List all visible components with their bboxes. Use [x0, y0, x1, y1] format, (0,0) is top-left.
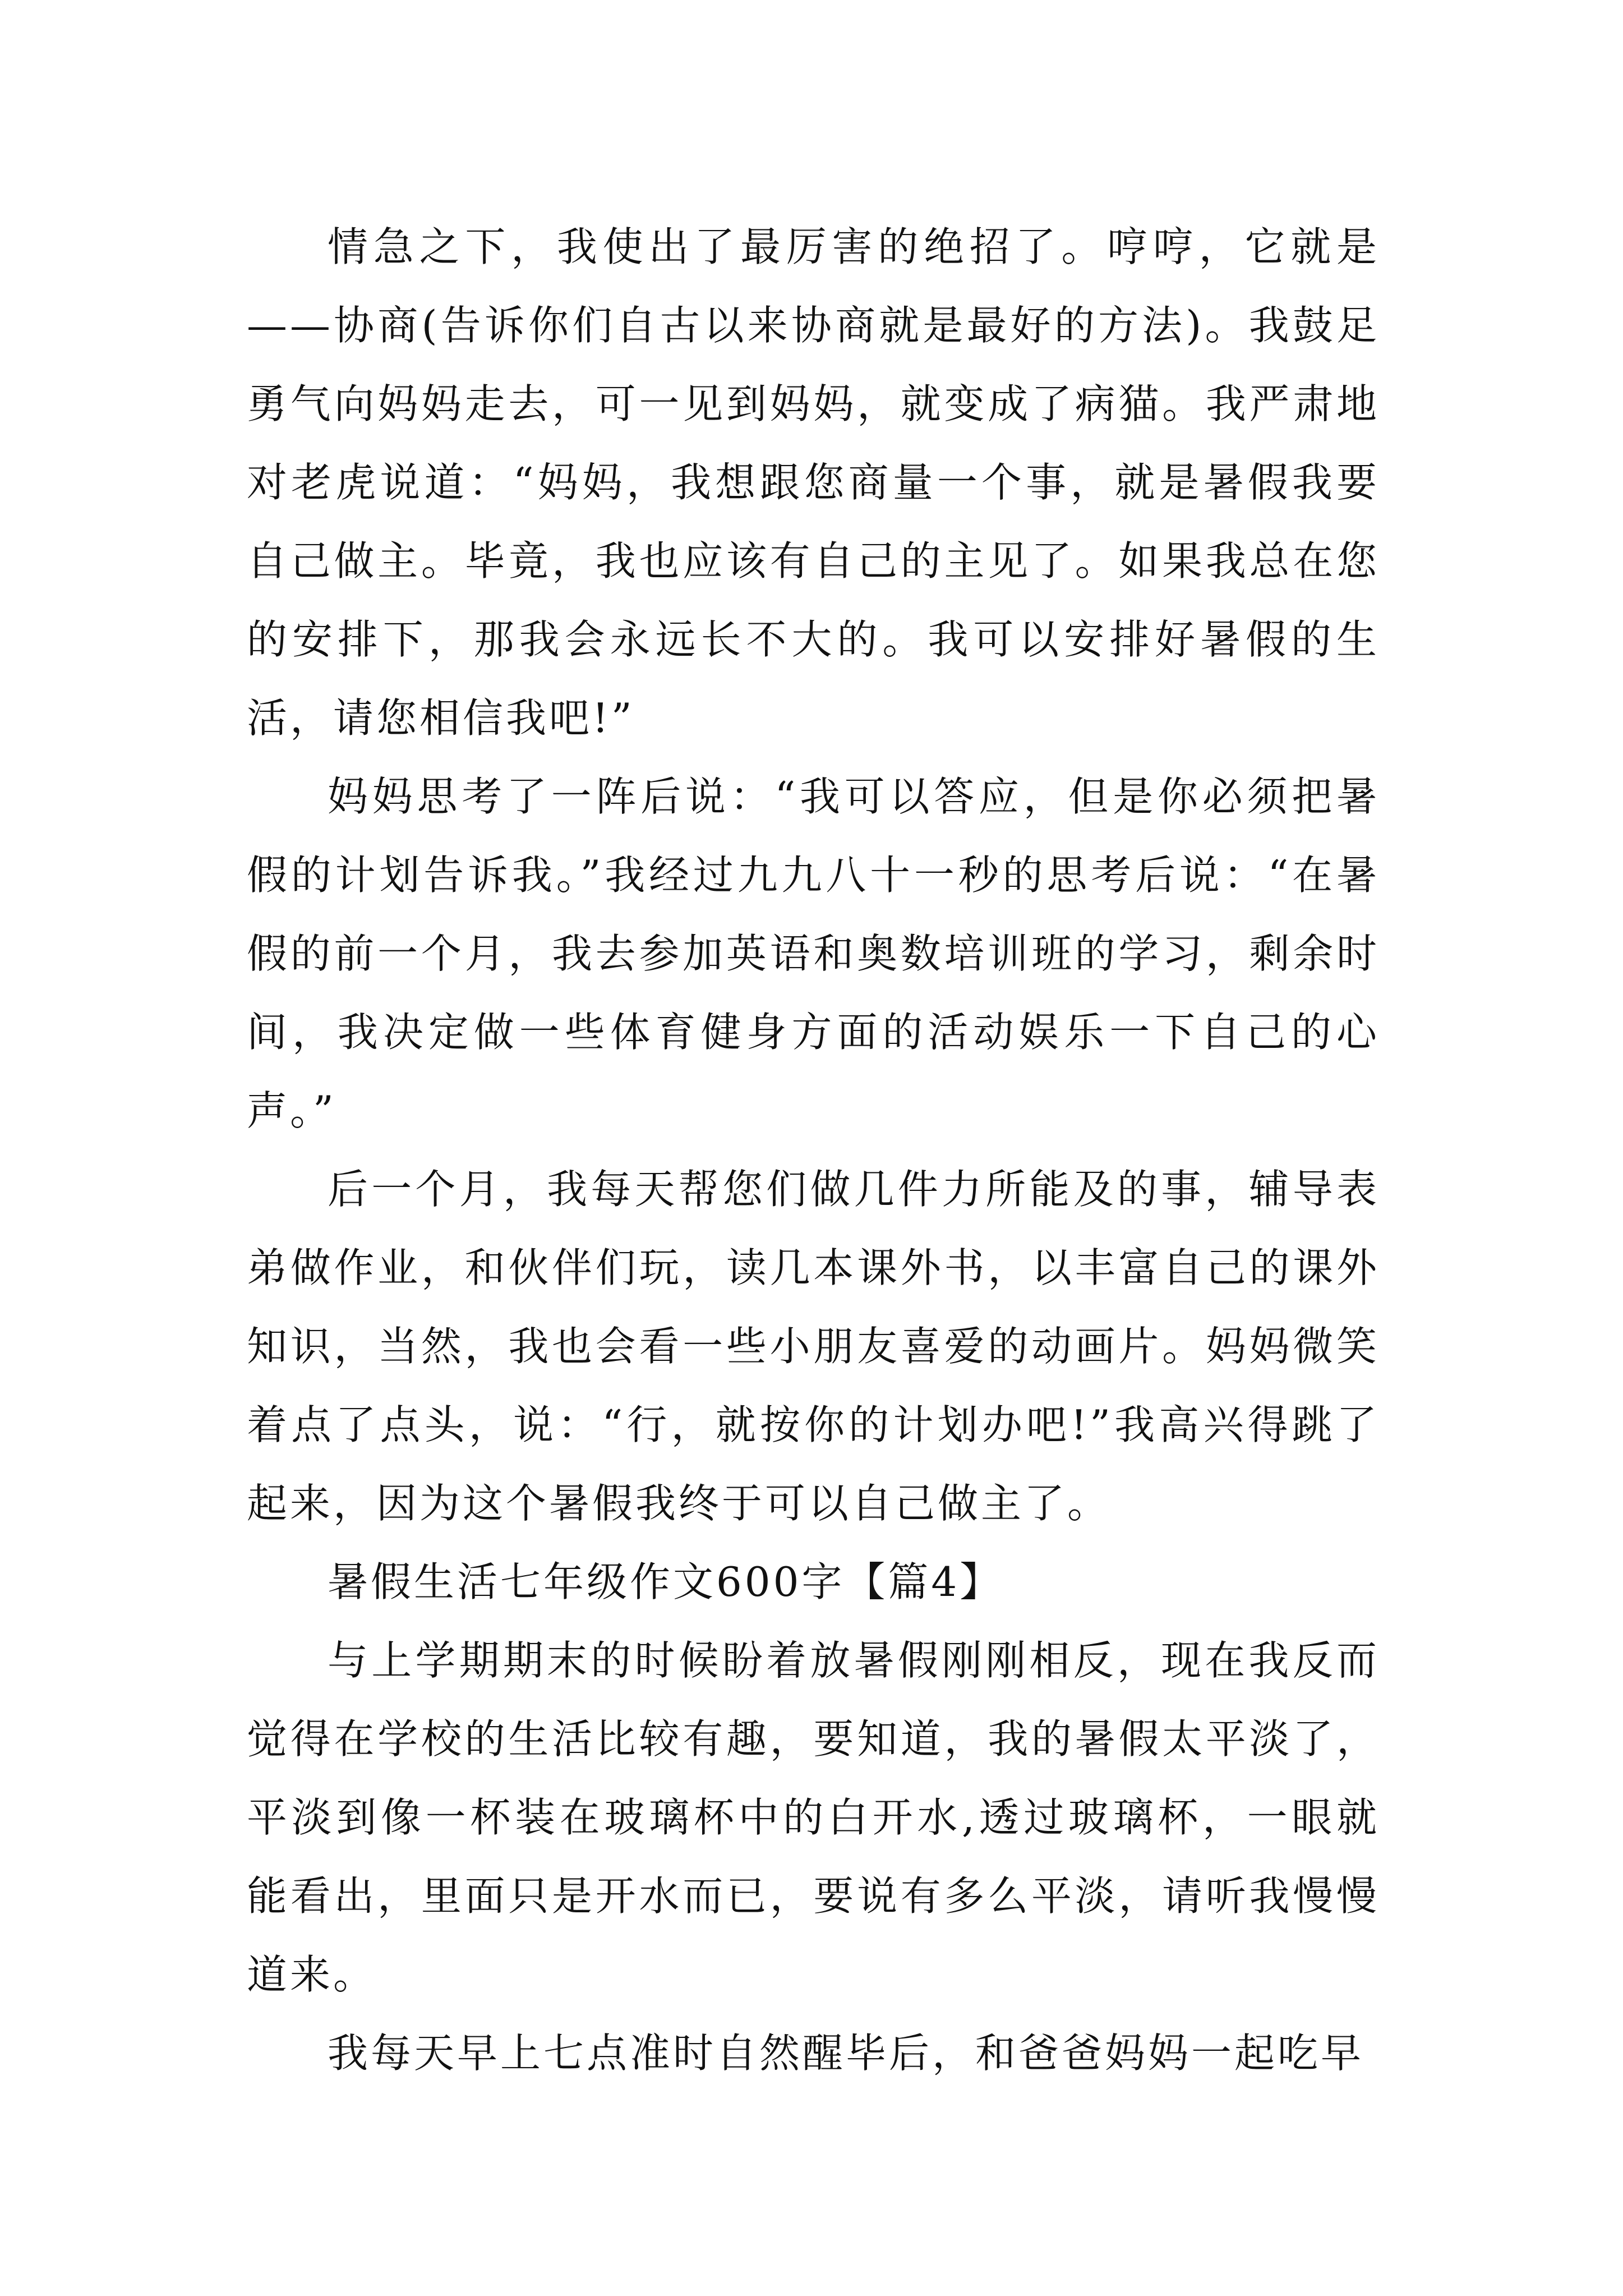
- paragraph-1: 情急之下，我使出了最厉害的绝招了。哼哼，它就是——协商(告诉你们自古以来协商就是最好的方法)。我鼓足勇气向妈妈走去，可一见到妈妈，就变成了病猫。我严肃地对老虎说道：“妈妈，我想跟您商量一个事，就是暑假我要自己做主。毕竟，我也应该有自己的主见了。如果我总在您的安排下，那我会永远长不大的。我可以安排好暑假的生活，请您相信我吧!”: [247, 223, 1380, 742]
- paragraph-2: 妈妈思考了一阵后说：“我可以答应，但是你必须把暑假的计划告诉我。”我经过九九八十一秒的思考后说：“在暑假的前一个月，我去参加英语和奥数培训班的学习，剩余时间，我决定做一些体育健身方面的活动娱乐一下自己的心声。”: [247, 773, 1380, 1134]
- paragraph-3: 后一个月，我每天帮您们做几件力所能及的事，辅导表弟做作业，和伙伴们玩，读几本课外书，以丰富自己的课外知识，当然，我也会看一些小朋友喜爱的动画片。妈妈微笑着点了点头，说：“行，就按你的计划办吧!”我高兴得跳了起来，因为这个暑假我终于可以自己做主了。: [247, 1166, 1380, 1527]
- section-heading: 暑假生活七年级作文600字【篇4】: [328, 1558, 1003, 1605]
- paragraph-5: 我每天早上七点准时自然醒毕后，和爸爸妈妈一起吃早: [328, 2030, 1364, 2077]
- paragraph-4: 与上学期期末的时候盼着放暑假刚刚相反，现在我反而觉得在学校的生活比较有趣，要知道，我的暑假太平淡了，平淡到像一杯装在玻璃杯中的白开水,透过玻璃杯，一眼就能看出，里面只是开水而已，要说有多么平淡，请听我慢慢道来。: [247, 1637, 1380, 1998]
- document-body: [247, 208, 1380, 2092]
